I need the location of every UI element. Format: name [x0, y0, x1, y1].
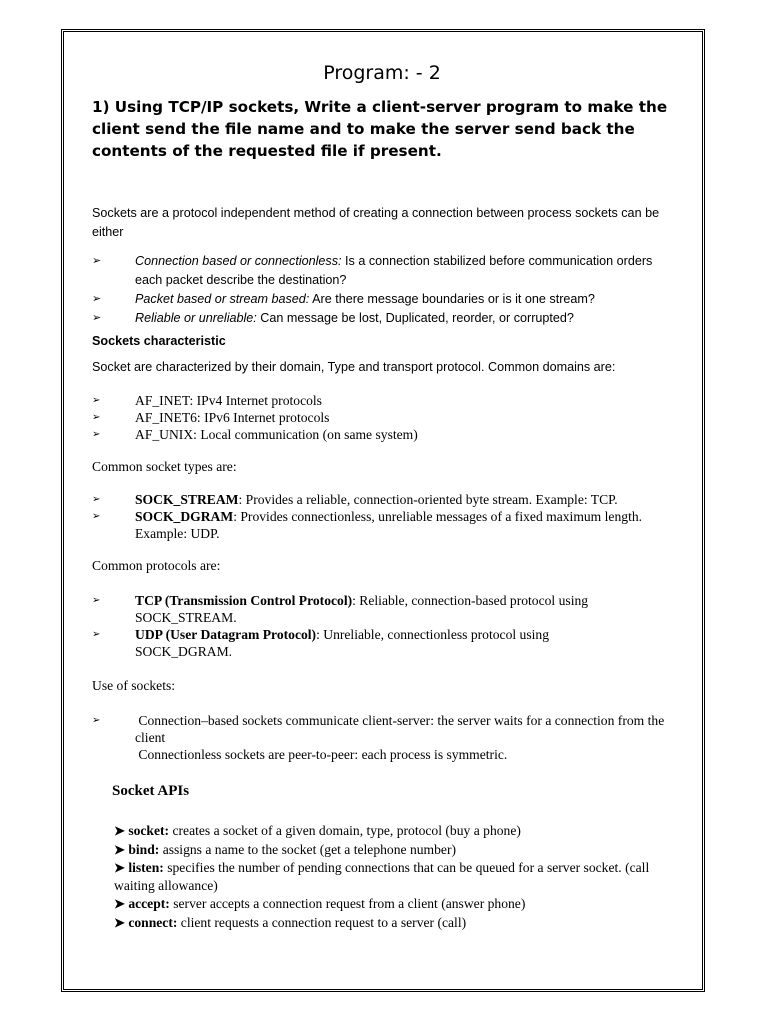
list-item: ➤ connect: client requests a connection request to a server (call) — [114, 914, 467, 930]
arrow-icon: ➤ — [114, 841, 125, 857]
list-item: ➢ AF_INET: IPv4 Internet protocols — [92, 393, 322, 408]
bullet-arrow-icon: ➢ — [92, 629, 101, 640]
types-heading: Common socket types are: — [92, 459, 237, 474]
list-item: ➢ SOCK_STREAM: Provides a reliable, connection-oriented byte stream. Example: TCP. — [92, 492, 618, 507]
use-list — [92, 712, 672, 763]
characteristic-heading: Sockets characteristic — [92, 334, 226, 348]
bullet-arrow-icon: ➢ — [92, 255, 102, 267]
bullet-arrow-icon: ➢ — [92, 429, 101, 440]
arrow-icon: ➤ — [114, 823, 125, 838]
list-item: ➢ TCP (Transmission Control Protocol): Reliable, connection-based protocol using SOCK_STREAM. — [92, 593, 589, 625]
socket-apis-list — [114, 822, 672, 932]
list-item: ➤ socket: creates a socket of a given domain, type, protocol (buy a phone) — [114, 823, 521, 838]
bullet-arrow-icon: ➢ — [92, 494, 101, 505]
list-item: ➢ Connection–based sockets communicate client-server: the server waits for a connection from the client Connectionless sockets are peer-to-peer: each process is symmetric. — [92, 713, 665, 762]
domains-list — [92, 392, 672, 443]
characteristic-paragraph: Socket are characterized by their domain, Type and transport protocol. Common domains are: — [92, 360, 616, 374]
intro-paragraph: Sockets are a protocol independent method of creating a connection between process sockets can be either — [92, 206, 660, 239]
document-body — [92, 62, 672, 933]
bullet-arrow-icon: ➢ — [92, 293, 102, 305]
bullet-arrow-icon: ➢ — [92, 511, 101, 522]
bullet-arrow-icon: ➢ — [92, 595, 101, 606]
protocols-heading: Common protocols are: — [92, 558, 221, 573]
bullet-arrow-icon: ➢ — [92, 412, 101, 423]
list-item: ➤ bind: assigns a name to the socket (get a telephone number) — [114, 841, 456, 857]
socket-properties-list — [92, 252, 672, 328]
question-heading: 1) Using TCP/IP sockets, Write a client-server program to make the client send the file name and to make the server send back the contents of the requested file if present. — [92, 98, 668, 160]
socket-types-list — [92, 491, 672, 542]
list-item: ➢ Connection based or connectionless: Is a connection stabilized before communication orders each packet describe the destination? — [92, 254, 653, 287]
arrow-icon: ➤ — [114, 896, 125, 912]
use-heading: Use of sockets: — [92, 678, 176, 693]
list-item: ➢ AF_INET6: IPv6 Internet protocols — [92, 410, 330, 425]
arrow-icon: ➤ — [114, 914, 125, 930]
bullet-arrow-icon: ➢ — [92, 312, 102, 324]
list-item: ➢ Reliable or unreliable: Can message be lost, Duplicated, reorder, or corrupted? — [92, 309, 672, 328]
list-item: ➤ accept: server accepts a connection request from a client (answer phone) — [114, 896, 526, 912]
page-title: Program: - 2 — [323, 62, 441, 84]
bullet-arrow-icon: ➢ — [92, 395, 101, 406]
socket-apis-heading: Socket APIs — [112, 783, 190, 799]
arrow-icon: ➤ — [114, 860, 125, 876]
list-item: ➢ SOCK_DGRAM: Provides connectionless, unreliable messages of a fixed maximum length. Example: UDP. — [92, 509, 643, 541]
protocols-list — [92, 592, 672, 660]
list-item: ➤ listen: specifies the number of pending connections that can be queued for a server socket. (call waiting allowance) — [114, 860, 650, 893]
list-item: ➢ UDP (User Datagram Protocol): Unreliable, connectionless protocol using SOCK_DGRAM. — [92, 627, 550, 659]
list-item: ➢ Packet based or stream based: Are there message boundaries or is it one stream? — [92, 290, 672, 309]
bullet-arrow-icon: ➢ — [92, 715, 101, 726]
list-item: ➢ AF_UNIX: Local communication (on same system) — [92, 427, 418, 442]
